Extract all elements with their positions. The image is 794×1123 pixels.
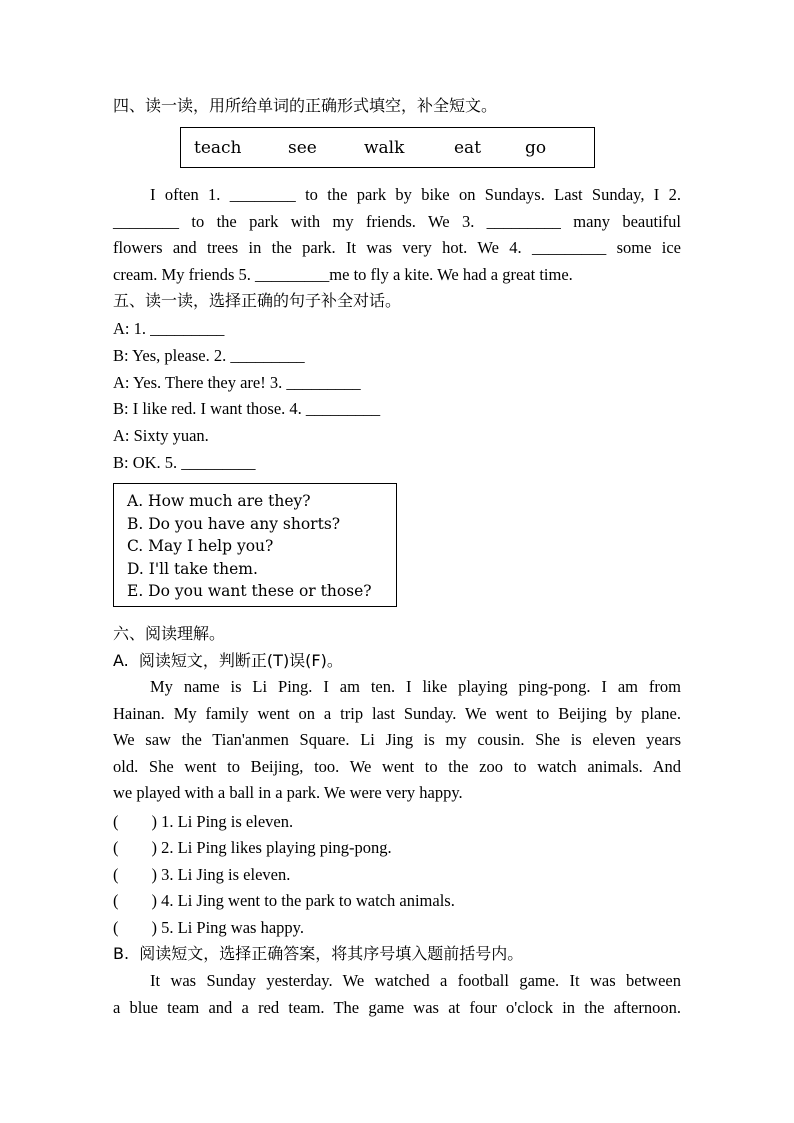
passage-line: Hainan. My family went on a trip last Sunday. We went to Beijing by plane. [113, 703, 681, 723]
word-bank-item: eat [454, 138, 482, 158]
passage-line: flowers and trees in the park. It was very hot. We 4. _________ some ice [113, 238, 681, 257]
part-a-passage [113, 674, 681, 807]
dialogue-line: B: I like red. I want those. 4. _________ [113, 399, 381, 418]
passage-line: I often 1. ________ to the park by bike on Sundays. Last Sunday, I 2. [150, 185, 681, 204]
tf-question: ( ) 1. Li Ping is eleven. [113, 812, 294, 831]
tf-question: ( ) 4. Li Jing went to the park to watch animals. [113, 891, 455, 910]
word-bank-item: walk [364, 138, 405, 158]
word-bank-box [180, 127, 595, 168]
word-bank-item: see [288, 138, 317, 158]
passage-line: old. She went to Beijing, too. We went to the zoo to watch animals. And [113, 756, 681, 776]
dialogue-line: B: Yes, please. 2. _________ [113, 346, 305, 365]
option-item: E. Do you want these or those? [127, 582, 372, 600]
section4-heading: 四、读一读，用所给单词的正确形式填空，补全短文。 [113, 96, 498, 115]
passage-line: ________ to the park with my friends. We 3. _________ many beautiful [113, 211, 681, 231]
word-bank-item: teach [194, 138, 242, 158]
passage-line: cream. My friends 5. _________me to fly a kite. We had a great time. [113, 264, 573, 284]
tf-question: ( ) 2. Li Ping likes playing ping-pong. [113, 838, 392, 857]
passage-line: a blue team and a red team. The game was at four o'clock in the afternoon. [113, 997, 681, 1017]
tf-question: ( ) 3. Li Jing is eleven. [113, 865, 291, 884]
section6-heading: 六、阅读理解。 [113, 624, 226, 643]
option-item: B. Do you have any shorts? [127, 514, 341, 533]
part-b-instruction: B. 阅读短文，选择正确答案，将其序号填入题前括号内。 [113, 944, 524, 963]
option-item: A. How much are they? [127, 492, 311, 510]
tf-question: ( ) 5. Li Ping was happy. [113, 918, 304, 937]
dialogue-line: B: OK. 5. _________ [113, 453, 256, 472]
option-item: D. I'll take them. [127, 559, 258, 578]
dialogue-line: A: Yes. There they are! 3. _________ [113, 373, 361, 392]
section5-heading: 五、读一读，选择正确的句子补全对话。 [113, 291, 402, 310]
passage-line: It was Sunday yesterday. We watched a football game. It was between [150, 971, 681, 990]
section4-passage [113, 182, 681, 288]
part-a-instruction: A. 阅读短文，判断正(T)误(F)。 [113, 651, 343, 670]
option-item: C. May I help you? [127, 537, 274, 555]
options-box [113, 483, 397, 607]
word-bank-item: go [525, 138, 547, 158]
part-b-passage [113, 968, 681, 1021]
dialogue-line: A: 1. _________ [113, 319, 225, 338]
passage-line: We saw the Tian'anmen Square. Li Jing is my cousin. She is eleven years [113, 730, 681, 749]
passage-line: we played with a ball in a park. We were very happy. [113, 783, 463, 802]
dialogue-line: A: Sixty yuan. [113, 426, 209, 445]
passage-line: My name is Li Ping. I am ten. I like playing ping-pong. I am from [150, 677, 681, 696]
